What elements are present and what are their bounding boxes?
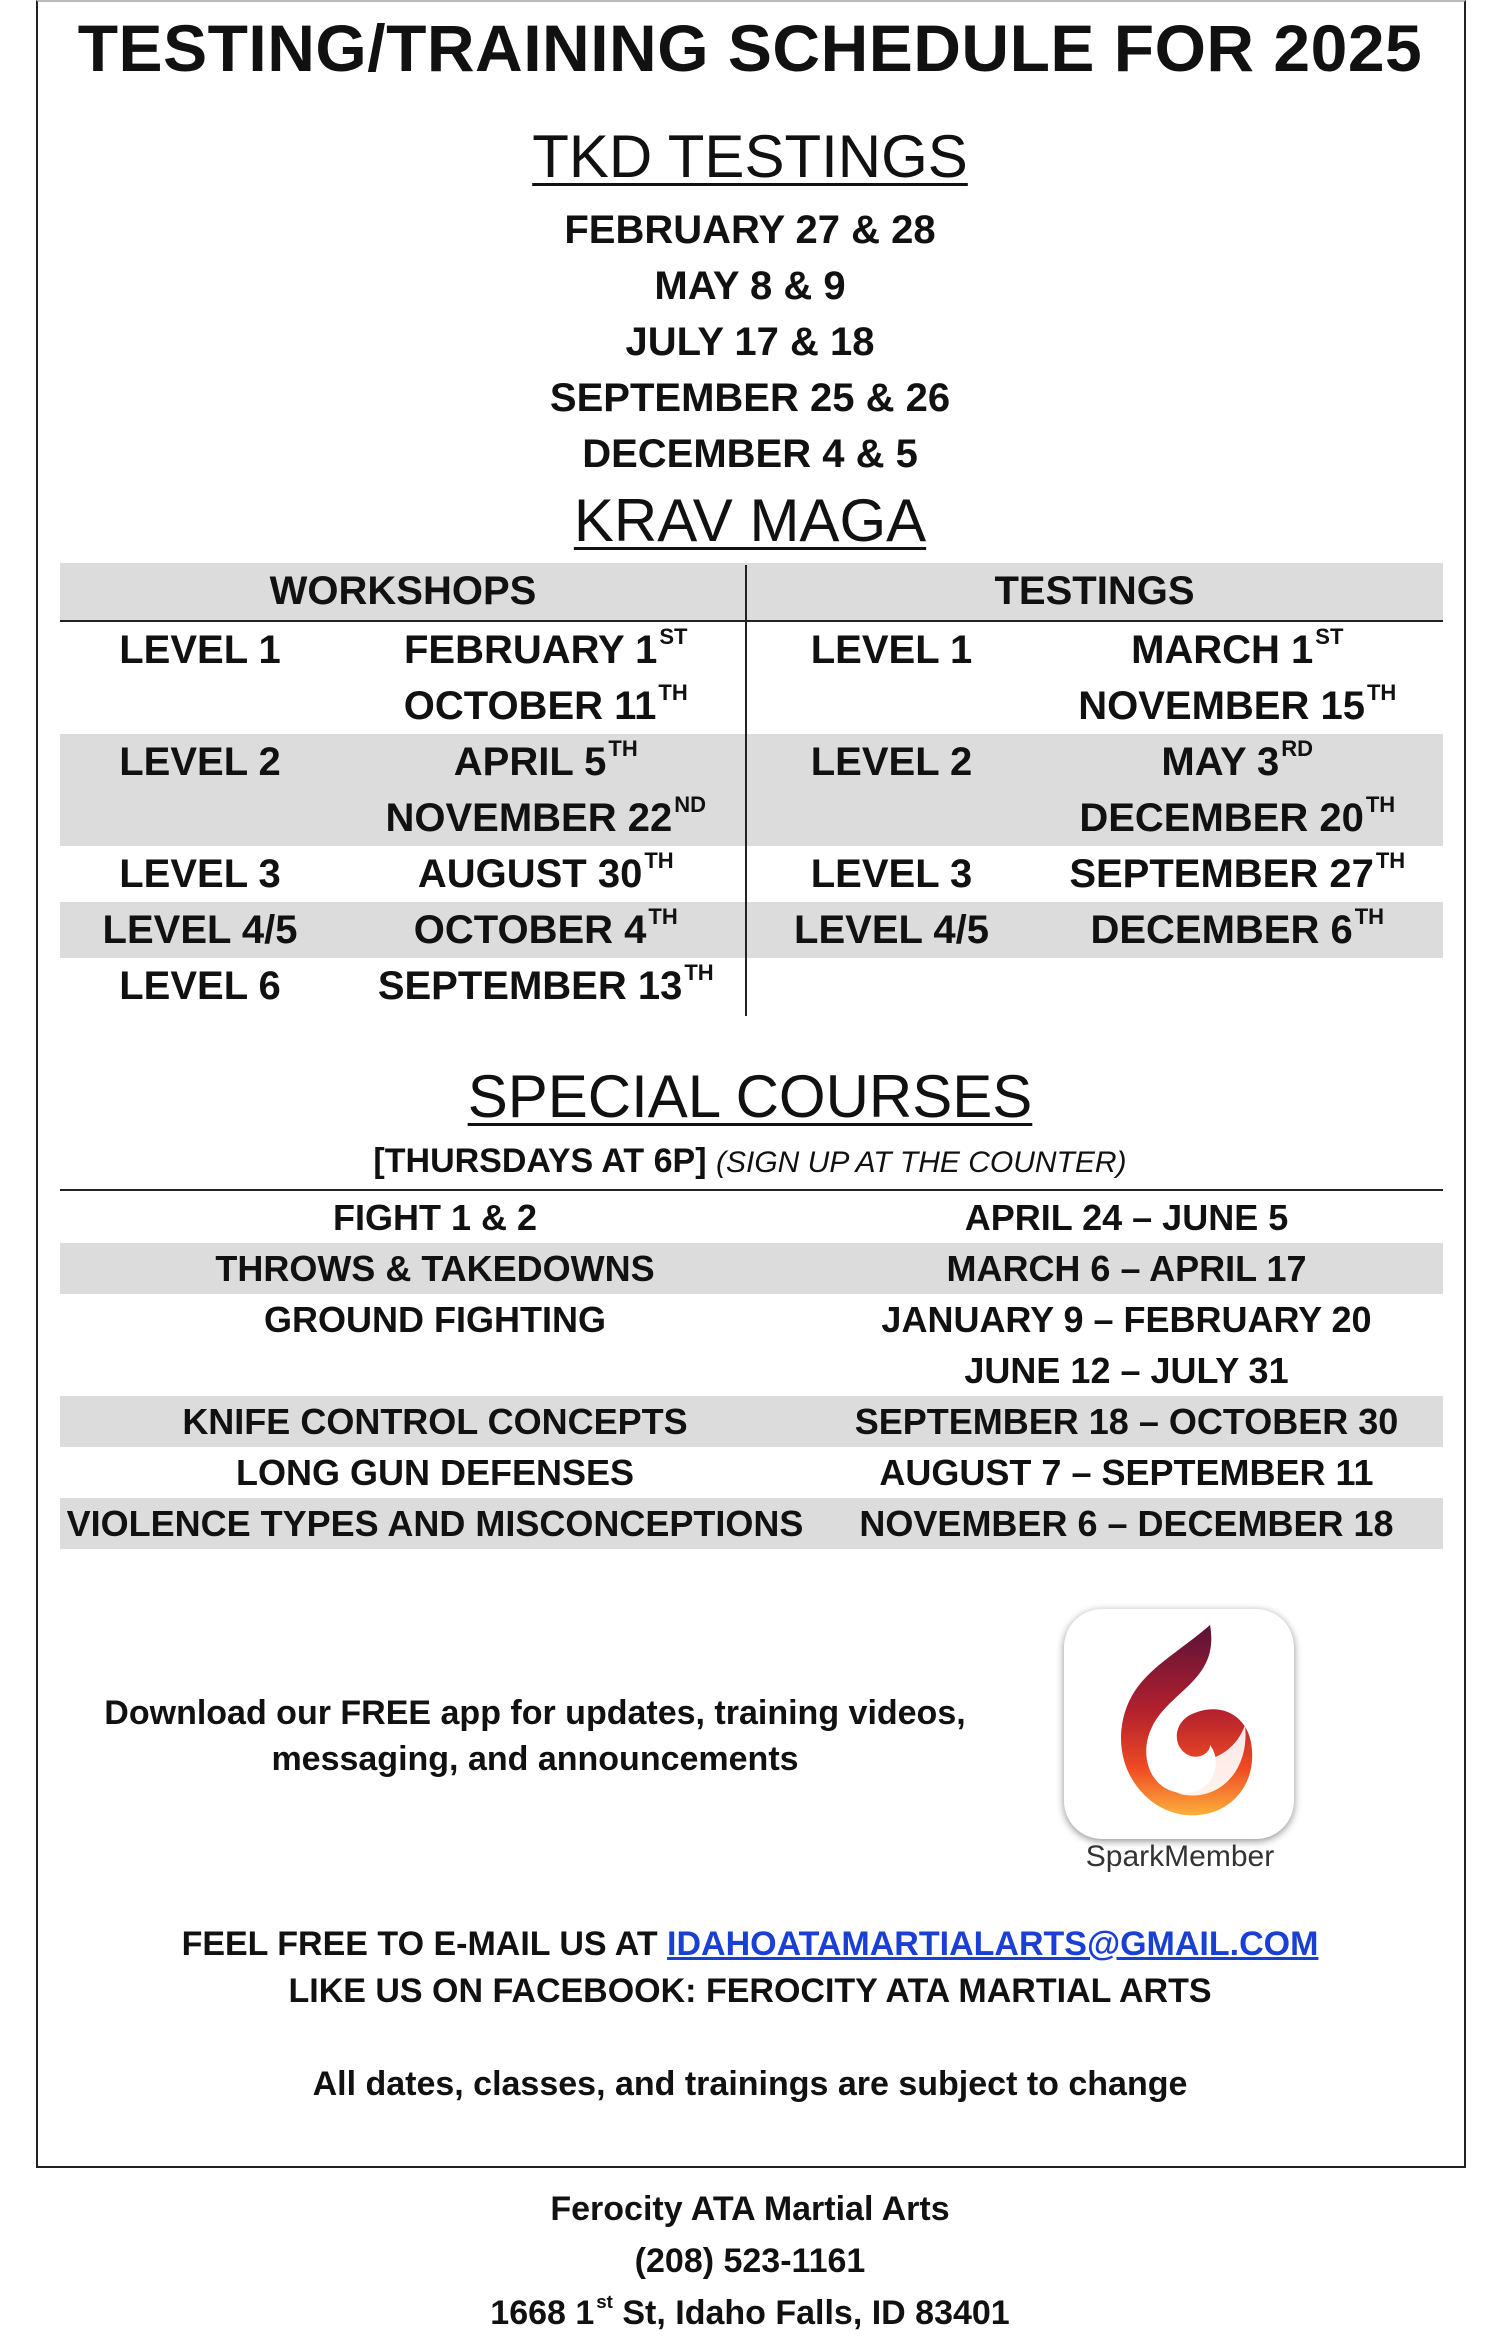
date-text: NOVEMBER 22ND — [385, 792, 707, 840]
krav-heading: KRAV MAGA — [573, 487, 927, 554]
date-text: OCTOBER 11TH — [403, 680, 688, 728]
level-text: LEVEL 2 — [810, 740, 973, 784]
date-text: NOVEMBER 15TH — [1078, 680, 1397, 728]
course-name — [60, 1396, 810, 1447]
date-text: OCTOBER 4TH — [413, 904, 678, 952]
date-text: DECEMBER 20TH — [1079, 792, 1396, 840]
level-label — [60, 846, 340, 902]
special-courses-heading: SPECIAL COURSES — [467, 1063, 1033, 1130]
course-dates — [810, 1498, 1443, 1549]
workshops-cell — [60, 846, 752, 902]
tkd-date: FEBRUARY 27 & 28 — [564, 208, 936, 252]
level-label — [60, 958, 340, 1014]
course-name — [60, 1294, 810, 1396]
course-date-range: MARCH 6 – APRIL 17 — [946, 1248, 1307, 1289]
course-name-text: KNIFE CONTROL CONCEPTS — [182, 1401, 688, 1442]
tkd-date: MAY 8 & 9 — [654, 264, 846, 308]
course-name-text: LONG GUN DEFENSES — [235, 1452, 635, 1493]
course-name — [60, 1498, 810, 1549]
column-divider — [745, 565, 747, 1016]
krav-row — [60, 958, 1443, 1014]
testings-cell — [752, 902, 1444, 958]
testings-cell — [752, 958, 1444, 1014]
date-text: FEBRUARY 1ST — [403, 624, 688, 672]
page-title: TESTING/TRAINING SCHEDULE FOR 2025 — [77, 11, 1423, 85]
level-text: LEVEL 4/5 — [102, 908, 298, 952]
course-name-text: GROUND FIGHTING — [264, 1299, 606, 1340]
testings-cell — [752, 734, 1444, 846]
email-prefix: FEEL FREE TO E-MAIL US AT — [181, 1925, 668, 1963]
date-text: SEPTEMBER 27TH — [1069, 848, 1406, 896]
tkd-date: DECEMBER 4 & 5 — [582, 432, 918, 476]
level-label — [60, 902, 340, 958]
level-label — [752, 734, 1032, 846]
level-label — [60, 622, 340, 734]
app-promo-line: Download our FREE app for updates, training videos, — [104, 1694, 966, 1732]
course-name — [60, 1447, 810, 1498]
footer-phone: (208) 523-1161 — [634, 2242, 866, 2280]
course-name-text: THROWS & TAKEDOWNS — [215, 1248, 655, 1289]
workshops-cell — [60, 902, 752, 958]
level-text: LEVEL 3 — [119, 852, 281, 896]
workshops-header: WORKSHOPS — [269, 569, 537, 613]
workshops-cell — [60, 622, 752, 734]
course-dates — [810, 1294, 1443, 1396]
course-date-range: AUGUST 7 – SEPTEMBER 11 — [879, 1452, 1374, 1493]
date-text: DECEMBER 6TH — [1090, 904, 1385, 952]
special-courses-subtitle — [0, 1142, 1500, 1181]
testings-header: TESTINGS — [994, 569, 1195, 613]
testings-cell — [752, 622, 1444, 734]
footer-address: 1668 1 $^{st}$ St, Idaho Falls, ID 83401 — [490, 2291, 1010, 2332]
course-dates — [810, 1192, 1443, 1243]
course-row — [60, 1447, 1443, 1498]
krav-table-header — [60, 563, 1443, 622]
level-text: LEVEL 2 — [119, 740, 281, 784]
course-name-text: VIOLENCE TYPES AND MISCONCEPTIONS — [66, 1503, 804, 1544]
date-text: MAY 3RD — [1161, 736, 1314, 784]
course-row — [60, 1498, 1443, 1549]
krav-maga-table — [60, 563, 1443, 1014]
krav-row — [60, 734, 1443, 846]
level-dates — [1032, 622, 1444, 734]
workshops-cell — [60, 958, 752, 1014]
sparkmember-label: SparkMember — [1085, 1840, 1275, 1873]
level-dates — [1032, 846, 1444, 902]
course-row — [60, 1294, 1443, 1396]
course-name — [60, 1192, 810, 1243]
footer-name: Ferocity ATA Martial Arts — [550, 2190, 950, 2228]
signup-note: (SIGN UP AT THE COUNTER) — [716, 1146, 1127, 1179]
schedule-note: [THURSDAYS AT 6P] — [373, 1142, 707, 1180]
course-date-range: SEPTEMBER 18 – OCTOBER 30 — [854, 1401, 1399, 1442]
testings-cell — [752, 846, 1444, 902]
level-dates — [1032, 958, 1444, 1014]
date-text: AUGUST 30TH — [417, 848, 674, 896]
level-text: LEVEL 1 — [810, 628, 973, 672]
special-courses-rule — [60, 1189, 1443, 1191]
krav-row — [60, 622, 1443, 734]
course-date-range: JUNE 12 – JULY 31 — [964, 1350, 1289, 1391]
course-name — [60, 1243, 810, 1294]
level-label — [752, 958, 1032, 1014]
level-text: LEVEL 6 — [119, 964, 281, 1008]
tkd-dates-list — [0, 202, 1500, 482]
level-dates — [340, 622, 752, 734]
course-name-text: FIGHT 1 & 2 — [332, 1197, 538, 1238]
level-dates — [340, 734, 752, 846]
level-label — [752, 902, 1032, 958]
level-label — [60, 734, 340, 846]
facebook-line: LIKE US ON FACEBOOK: FEROCITY ATA MARTIAL ARTS — [288, 1972, 1212, 2010]
disclaimer: All dates, classes, and trainings are subject to change — [312, 2065, 1188, 2103]
email-line — [0, 1925, 1500, 1964]
course-date-range: JANUARY 9 – FEBRUARY 20 — [881, 1299, 1372, 1340]
level-label — [752, 846, 1032, 902]
course-dates — [810, 1243, 1443, 1294]
krav-row — [60, 846, 1443, 902]
tkd-date: JULY 17 & 18 — [625, 320, 875, 364]
course-row — [60, 1396, 1443, 1447]
level-dates — [1032, 902, 1444, 958]
level-label — [752, 622, 1032, 734]
level-text: LEVEL 3 — [810, 852, 973, 896]
course-row — [60, 1243, 1443, 1294]
date-text: APRIL 5TH — [453, 736, 638, 784]
course-dates — [810, 1396, 1443, 1447]
app-promo-line: messaging, and announcements — [271, 1740, 799, 1778]
level-dates — [340, 846, 752, 902]
workshops-cell — [60, 734, 752, 846]
course-dates — [810, 1447, 1443, 1498]
level-dates — [340, 902, 752, 958]
level-text: LEVEL 1 — [119, 628, 281, 672]
email-link[interactable]: IDAHOATAMARTIALARTS@GMAIL.COM — [667, 1925, 1319, 1963]
course-row — [60, 1192, 1443, 1243]
app-promo-text — [80, 1690, 990, 1782]
tkd-heading: TKD TESTINGS — [532, 123, 968, 190]
special-courses-table — [60, 1192, 1443, 1549]
course-date-range: APRIL 24 – JUNE 5 — [964, 1197, 1289, 1238]
course-date-range: NOVEMBER 6 – DECEMBER 18 — [859, 1503, 1394, 1544]
level-dates — [1032, 734, 1444, 846]
level-text: LEVEL 4/5 — [794, 908, 989, 952]
sparkmember-flame-icon[interactable] — [1060, 1605, 1300, 1845]
date-text: SEPTEMBER 13TH — [377, 960, 714, 1008]
krav-table-body — [60, 622, 1443, 1014]
footer — [0, 2183, 1500, 2344]
tkd-date: SEPTEMBER 25 & 26 — [549, 376, 951, 420]
date-text: MARCH 1ST — [1131, 624, 1344, 672]
krav-row — [60, 902, 1443, 958]
level-dates — [340, 958, 752, 1014]
